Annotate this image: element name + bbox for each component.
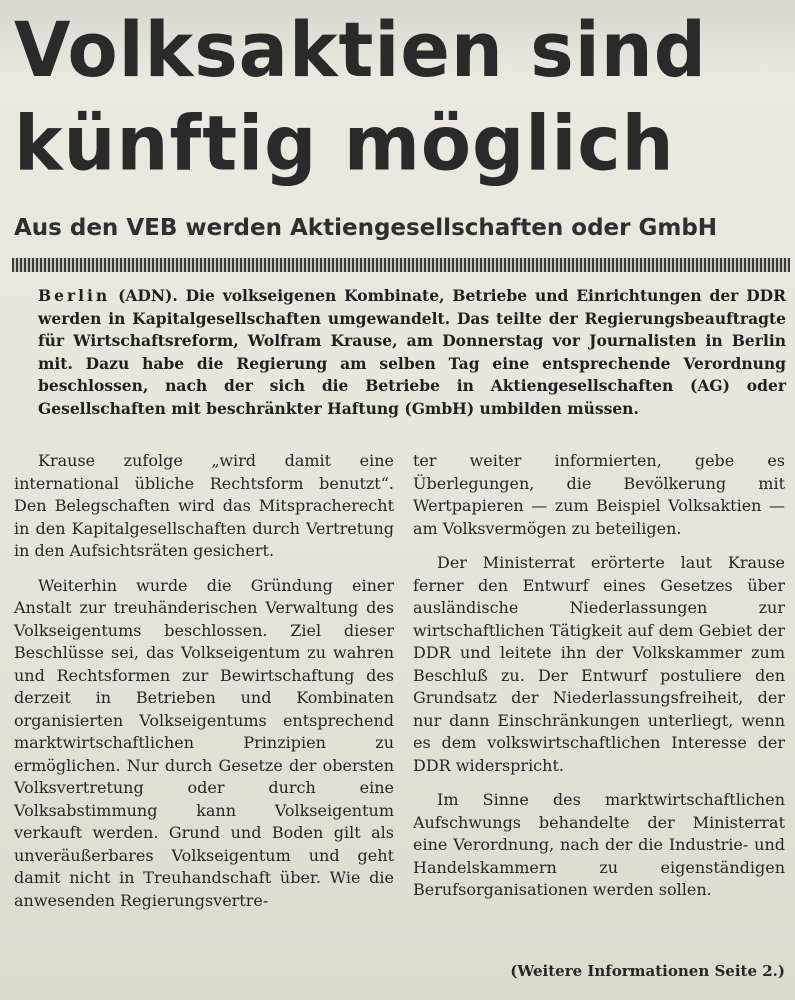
paragraph: Der Ministerrat erörterte laut Krause ferner den Entwurf eines Gesetzes über ausländische Niederlassungen zur wirtschaftlichen Tätigkeit auf dem Gebiet der DDR und leitete ihn der Volkskammer zum Beschluß zu. Der Entwurf postuliere den Grundsatz der Niederlassungsfreiheit, der nur dann Einschränkungen unterliegt, wenn es dem volkswirtschaftlichen Interesse der DDR widerspricht. bbox=[413, 553, 785, 775]
lead-text: (ADN). Die volkseigenen Kombinate, Betriebe und Einrichtungen der DDR werden in Kapitalgesellschaften umgewandelt. Das teilte der Regierungsbeauftragte für Wirtschaftsreform, Wolfram Krause, am Donnerstag vor Journalisten in Berlin mit. Dazu habe die Regierung am selben Tag eine entsprechende Verordnung beschlossen, nach der sich die Betriebe in Aktiengesellschaften (AG) oder Gesellschaften mit beschränkter Haftung (GmbH) umbilden müssen. bbox=[38, 286, 786, 418]
paragraph: Weiterhin wurde die Gründung einer Anstalt zur treuhänderischen Verwaltung des Volkseigentums beschlossen. Ziel dieser Beschlüsse sei, das Volkseigentum zu wahren und Rechtsformen zur Bewirtschaftung des derzeit in Betrieben und Kombinaten organisierten Volkseigentums entsprechend marktwirtschaftlichen Prinzipien zu ermöglichen. Nur durch Gesetze der obersten Volksvertretung oder durch eine Volksabstimmung kann Volkseigentum verkauft werden. Grund und Boden gilt als unveräußerbares Volkseigentum und geht damit nicht in Treuhandschaft über. Wie die anwesenden Regierungsvertre- bbox=[14, 575, 394, 910]
right-column bbox=[413, 450, 785, 914]
dateline-place: Berlin bbox=[38, 286, 111, 305]
subheadline: Aus den VEB werden Aktiengesellschaften oder GmbH bbox=[14, 215, 718, 241]
paragraph: ter weiter informierten, gebe es Überlegungen, die Bevölkerung mit Wertpapieren — zum Beispiel Volksaktien — am Volksvermögen zu beteiligen. bbox=[413, 451, 785, 538]
divider-rule bbox=[12, 258, 790, 272]
lead-paragraph bbox=[38, 285, 786, 421]
paragraph: Krause zufolge „wird damit eine international übliche Rechtsform benutzt“. Den Belegschaften wird das Mitspracherecht in den Kapitalgesellschaften durch Vertretung in den Aufsichtsräten gesichert. bbox=[14, 451, 394, 560]
continuation-reference: (Weitere Informationen Seite 2.) bbox=[510, 962, 785, 980]
paragraph: Im Sinne des marktwirtschaftlichen Aufschwungs behandelte der Ministerrat eine Verordnung, nach der die Industrie- und Handelskammern zu eigenständigen Berufsorganisationen werden sollen. bbox=[413, 790, 785, 899]
left-column bbox=[14, 450, 394, 924]
headline: Volksaktien sind künftig möglich bbox=[14, 6, 707, 189]
